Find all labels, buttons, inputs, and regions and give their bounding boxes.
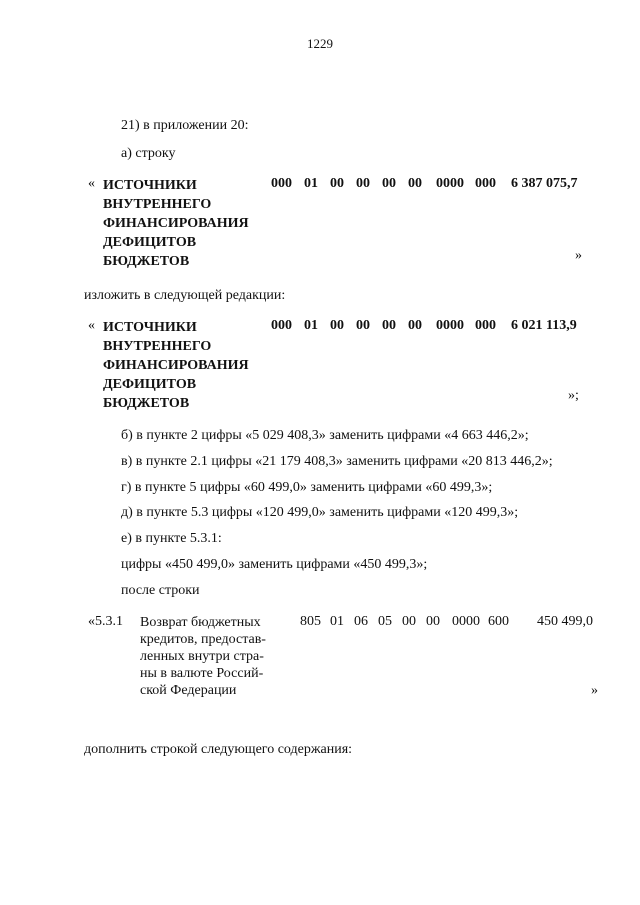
row-name: [103, 318, 249, 413]
row-name-line: ДЕФИЦИТОВ: [103, 377, 197, 392]
code-part: 0000: [452, 614, 480, 629]
open-quote: «: [88, 176, 95, 191]
code-part: 05: [378, 614, 392, 629]
amendment-item-e-detail: цифры «450 499,0» заменить цифрами «450 499,3»;: [121, 557, 428, 572]
row-amount: 450 499,0: [537, 614, 593, 629]
row-amount: 6 387 075,7: [511, 176, 578, 191]
subitem-a: а) строку: [121, 146, 176, 161]
code-part: 00: [356, 318, 370, 333]
row-name-line: ИСТОЧНИКИ: [103, 178, 197, 193]
row-name-line: ФИНАНСИРОВАНИЯ: [103, 216, 249, 231]
code-part: 00: [356, 176, 370, 191]
code-part: 01: [304, 176, 318, 191]
code-part: 00: [408, 176, 422, 191]
row-name-line: ВНУТРЕННЕГО: [103, 339, 212, 354]
open-quote: «: [88, 318, 95, 333]
close-quote: »;: [568, 388, 579, 403]
amendment-item-g: г) в пункте 5 цифры «60 499,0» заменить цифрами «60 499,3»;: [121, 480, 493, 495]
row-name-line: Возврат бюджетных: [140, 615, 261, 630]
row-name-line: ВНУТРЕННЕГО: [103, 197, 212, 212]
code-part: 00: [330, 176, 344, 191]
row-name-line: ской Федерации: [140, 683, 237, 698]
row-number: «5.3.1: [88, 614, 123, 629]
row-name-line: ны в валюте Россий-: [140, 666, 264, 681]
code-part: 00: [382, 176, 396, 191]
code-part: 00: [426, 614, 440, 629]
row-name-line: ленных внутри стра-: [140, 649, 264, 664]
row-name-line: ИСТОЧНИКИ: [103, 320, 197, 335]
row-name-line: БЮДЖЕТОВ: [103, 396, 190, 411]
code-part: 805: [300, 614, 321, 629]
row-name: [140, 614, 266, 699]
replace-instruction: изложить в следующей редакции:: [84, 288, 286, 303]
code-part: 01: [330, 614, 344, 629]
code-part: 0000: [436, 318, 464, 333]
amendment-item-b: б) в пункте 2 цифры «5 029 408,3» заменить цифрами «4 663 446,2»;: [121, 428, 529, 443]
row-name-line: БЮДЖЕТОВ: [103, 254, 190, 269]
code-part: 00: [402, 614, 416, 629]
item-21-heading: 21) в приложении 20:: [121, 118, 249, 133]
budget-code: [271, 176, 496, 192]
close-quote: »: [591, 683, 598, 698]
row-name-line: ФИНАНСИРОВАНИЯ: [103, 358, 249, 373]
code-part: 000: [475, 318, 496, 333]
code-part: 000: [271, 176, 292, 191]
code-part: 00: [408, 318, 422, 333]
budget-code: [271, 318, 496, 334]
code-part: 000: [271, 318, 292, 333]
page-number: 1229: [307, 36, 333, 51]
row-amount: 6 021 113,9: [511, 318, 577, 333]
row-name-line: ДЕФИЦИТОВ: [103, 235, 197, 250]
code-part: 000: [475, 176, 496, 191]
code-part: 600: [488, 614, 509, 629]
code-part: 0000: [436, 176, 464, 191]
amendment-item-v: в) в пункте 2.1 цифры «21 179 408,3» заменить цифрами «20 813 446,2»;: [121, 454, 553, 469]
after-row-label: после строки: [121, 583, 200, 598]
close-quote: »: [575, 248, 582, 263]
amendment-item-e: е) в пункте 5.3.1:: [121, 531, 222, 546]
budget-code: [300, 614, 509, 630]
code-part: 01: [304, 318, 318, 333]
code-part: 00: [382, 318, 396, 333]
row-name-line: кредитов, предостав-: [140, 632, 266, 647]
code-part: 00: [330, 318, 344, 333]
amendment-item-d: д) в пункте 5.3 цифры «120 499,0» заменить цифрами «120 499,3»;: [121, 505, 519, 520]
append-instruction: дополнить строкой следующего содержания:: [84, 742, 353, 757]
code-part: 06: [354, 614, 368, 629]
row-name: [103, 176, 249, 271]
